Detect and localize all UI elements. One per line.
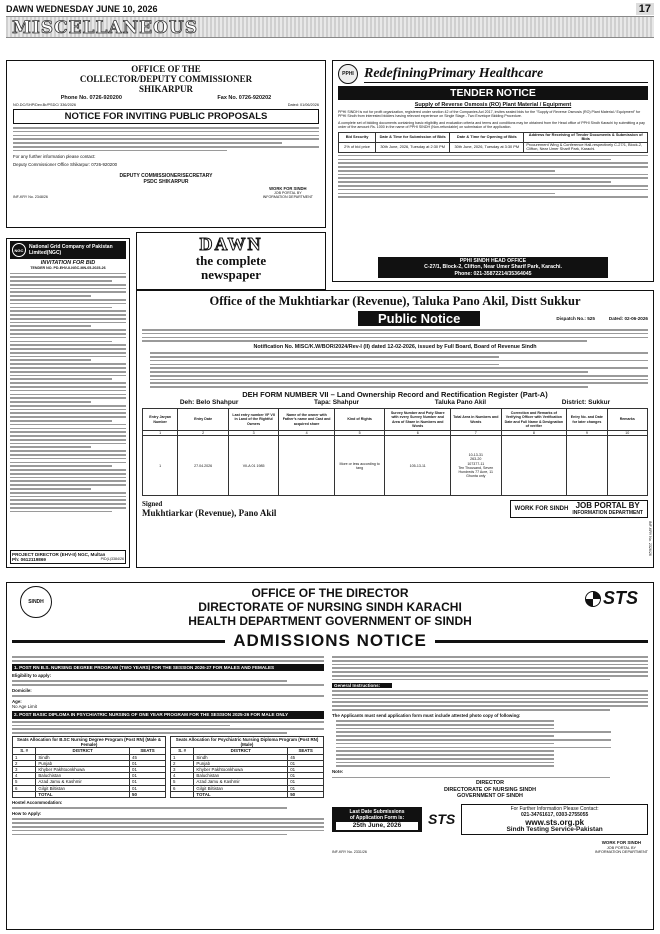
ad6-t3: HEALTH DEPARTMENT GOVERNMENT OF SINDH xyxy=(188,614,472,628)
ad6-col: S. # xyxy=(171,748,194,754)
ad6-t2: DIRECTORATE OF NURSING SINDH KARACHI xyxy=(198,600,462,614)
ad6-seats-table-2 xyxy=(170,736,324,798)
ad5-num: 5 xyxy=(334,431,385,436)
ad6-further1: For Further Information Please Contact: xyxy=(510,805,599,812)
ad1-notice: NOTICE FOR INVITING PUBLIC PROPOSALS xyxy=(64,111,268,122)
ad6-cell: 01 xyxy=(130,773,166,779)
ad5-cell xyxy=(501,436,567,496)
ad5-num: 6 xyxy=(385,431,451,436)
ad5-intro xyxy=(142,329,648,342)
ad5-num: 7 xyxy=(451,431,502,436)
ad6-cell: 01 xyxy=(130,779,166,785)
ad6-col: S. # xyxy=(13,748,36,754)
ad6-cell: TOTAL xyxy=(194,791,288,797)
ad5-form: DEH FORM NUMBER VII – Land Ownership Record and Rectification Register (Part-A) xyxy=(242,390,548,400)
ad3-contact1: PROJECT DIRECTOR (EHV-II) NGC, Multan xyxy=(12,552,106,557)
ad5-cell: 1 xyxy=(143,436,178,496)
ad3-title2: Limited(NGC) xyxy=(29,250,62,256)
ad5-th: Entry No. and Date for later changes xyxy=(567,409,607,431)
ad6-further4: Sindh Testing Service-Pakistan xyxy=(506,825,603,833)
ad1-body xyxy=(13,127,319,151)
ad6-cell: Azad Jamu & Kashmir xyxy=(194,779,288,785)
ad6-cell: 01 xyxy=(288,773,324,779)
ad5-notice: Public Notice xyxy=(378,311,461,326)
ad6-howto: How to Apply: xyxy=(12,811,42,817)
ad6-sts: STS xyxy=(602,588,638,608)
ad6-dir1: DIRECTOR xyxy=(475,780,505,787)
sindh-govt-logo-icon: SINDH xyxy=(20,586,52,618)
ad6-right-col xyxy=(332,654,648,854)
ad5-signed: Signed xyxy=(142,500,163,509)
ad3-title3: INVITATION FOR BID xyxy=(40,260,96,266)
ad6-further2: 021-34761617, 0303-2755055 xyxy=(520,811,589,818)
ad6-cell: 50 xyxy=(130,791,166,797)
ad6-cell: 01 xyxy=(130,767,166,773)
ad5-jp2: INFORMATION DEPARTMENT xyxy=(572,510,643,517)
ad6-dir3: GOVERNMENT OF SINDH xyxy=(457,793,523,800)
ad2-notice-bar xyxy=(338,86,648,100)
ad6-col: SEATS xyxy=(288,748,324,754)
ad5-num: 1 xyxy=(143,431,178,436)
ad6-elig: Eligibility to apply: xyxy=(12,673,52,679)
ad2-table xyxy=(338,132,648,153)
ad6-further3: www.sts.org.pk xyxy=(525,817,585,827)
ad1-jp2: INFORMATION DEPARTMENT xyxy=(262,195,313,200)
ad5-cell xyxy=(279,436,335,496)
pphi-logo-icon: PPHI xyxy=(338,64,358,84)
ad1-dated: Dated: 01/06/2026 xyxy=(287,103,319,107)
ad6-cell: 5 xyxy=(171,779,194,785)
ad6-cell: 1 xyxy=(171,754,194,760)
ad6-cell: 45 xyxy=(288,754,324,760)
ad6-cell: 45 xyxy=(130,754,166,760)
section-banner xyxy=(6,16,654,38)
ad5-taluka: Taluka Pano Akil xyxy=(434,399,487,407)
ad2-foot1: PPHI SINDH HEAD OFFICE xyxy=(459,257,527,264)
ad1-info: For any further information please contact: xyxy=(13,154,96,160)
ad2-brand: RedefiningPrimary Healthcare xyxy=(364,66,648,83)
ad6-cell: 1 xyxy=(13,754,36,760)
sts-small-logo-icon: STS xyxy=(428,811,456,828)
ad5-th: Entry Jaryan Number xyxy=(143,409,178,431)
ad6-cell: Sindh xyxy=(36,754,130,760)
ad6-age: Age: xyxy=(12,699,22,704)
ad4-t1: the complete xyxy=(195,253,267,268)
ad6-jp1: JOB PORTAL BY xyxy=(606,845,637,850)
ad6-cell: 01 xyxy=(130,760,166,766)
ad5-points xyxy=(142,352,648,388)
ad6-seats-table-1 xyxy=(12,736,166,798)
ad6-lastdate1: Last Date Submissions xyxy=(349,808,405,815)
ad6-cell: Punjab xyxy=(36,760,130,766)
ad2-foot3: Phone: 021-35872214/35364045 xyxy=(454,270,532,277)
ad5-th: Entry Date xyxy=(178,409,229,431)
ad2-td: 30th June, 2026, Tuesday at 3:30 PM xyxy=(450,142,524,152)
ad1-phone: Phone No. 0726-920200 xyxy=(60,95,122,101)
ad6-cell: Sindh xyxy=(194,754,288,760)
ad6-cell xyxy=(13,791,36,797)
ad2-notice: TENDER NOTICE xyxy=(450,87,536,99)
ad3-contact2: Ph: 0612119869 xyxy=(12,557,46,562)
ad1-title1: OFFICE OF THE xyxy=(131,64,201,74)
page-number: 17 xyxy=(636,3,654,15)
ad2-th: Address for Receiving of Tender Documents & Submission of Bids xyxy=(524,132,648,142)
ad6-cell: 6 xyxy=(13,785,36,791)
ad5-cell: 10-13-31 263-20 107377-11 Ten Thousand, Seven Hundreds 77 Acre, 11 Ghunta only xyxy=(451,436,502,496)
ad2-foot2: C-27/1, Block-2, Clifton, Near Umer Sharif Park, Karachi. xyxy=(424,264,562,271)
ad5-notif: Notification No. MISC/K.W/BOR/2024/Rev-I (II) dated 12-02-2026, issued by Full Board, Board of Revenue Sindh xyxy=(253,344,537,351)
ad4-brand: DAWN xyxy=(199,234,263,254)
ad1-fax: Fax No. 0726-920202 xyxy=(217,95,272,101)
ad6-lastdate2: of Application Form is: xyxy=(349,814,405,821)
ad6-t1title: Seats Allocation for B.SC Nursing Degree Program (Post RN) (Male & Female) xyxy=(13,737,166,748)
ad-nursing-admissions xyxy=(6,582,654,930)
ad2-intro2: A complete set of bidding documents containing basic eligibility and evaluation criteria and terms and conditions may be obtained from the Head office of PPHI Sindh Karachi by submitting a pay order of the amount Rs. 1000 in the name of PPHI SINDH (Non-refundable) on submission of the application. xyxy=(338,120,645,130)
ad6-lastdate3: 25th June, 2026 xyxy=(336,822,418,830)
ad5-notice-bar xyxy=(358,311,480,326)
ad6-cell: 4 xyxy=(171,773,194,779)
ad6-cell: 01 xyxy=(130,785,166,791)
ad5-num: 4 xyxy=(279,431,335,436)
ad5-sign: Mukhtiarkar (Revenue), Pano Akil xyxy=(142,508,277,519)
ad1-contact: Deputy Commissioner Office Shikarpur: 0726-920200 xyxy=(13,161,118,167)
ad2-th: Date & Time for Opening of Bids xyxy=(450,132,524,142)
ad5-title: Office of the Mukhtiarkar (Revenue), Taluka Pano Akil, Distt Sukkur xyxy=(209,294,581,308)
ad4-t2: newspaper xyxy=(201,267,261,282)
ad5-deh: Deh: Belo Shahpur xyxy=(179,399,239,407)
ad1-ref: NO.DC/SHP/Dev.Br/PSDC/ 336/2026 xyxy=(13,103,77,107)
ad6-cell: 4 xyxy=(13,773,36,779)
ad6-cell: 3 xyxy=(13,767,36,773)
ad1-sign1: DEPUTY COMMISSIONER/SECRETARY xyxy=(119,172,213,179)
masthead-date: DAWN WEDNESDAY JUNE 10, 2026 xyxy=(6,4,158,14)
ad3-body xyxy=(10,273,126,513)
ad-dc-shikarpur xyxy=(6,60,326,228)
ad6-jp2: INFORMATION DEPARTMENT xyxy=(594,849,648,854)
masthead xyxy=(6,4,654,14)
ad-mukhtiarkar xyxy=(136,290,654,568)
ad2-th: Bid Security xyxy=(339,132,376,142)
ad6-cell: Khyber Pakhtoonkhuwa xyxy=(194,767,288,773)
ad3-tender: TENDER NO. PD-EHV-II-NGC-MN-05-2025-26 xyxy=(30,266,106,270)
ad6-t1: OFFICE OF THE DIRECTOR xyxy=(251,586,409,600)
ad6-cell: Baluchistan xyxy=(36,773,130,779)
ad6-cell: 3 xyxy=(171,767,194,773)
ad-dawn-promo xyxy=(136,232,326,290)
ad6-cell: Punjab xyxy=(194,760,288,766)
ad1-title3: SHIKARPUR xyxy=(138,84,193,94)
ad5-dispatch: Dispatch No.: 525 xyxy=(556,316,595,321)
ad6-cell: Gilgit Biltistan xyxy=(36,785,130,791)
ad6-dir2: DIRECTORATE OF NURSING SINDH xyxy=(443,786,537,793)
ad5-district: District: Sukkur xyxy=(561,399,611,407)
ad6-agev: No Age Limit xyxy=(12,704,37,710)
ad5-th: Total Area in Numbers and Words xyxy=(451,409,502,431)
ad5-num: 3 xyxy=(228,431,279,436)
ad2-footer xyxy=(378,257,608,278)
ad6-note: Note: xyxy=(332,769,344,775)
ad2-terms xyxy=(338,155,648,198)
ad6-further-box xyxy=(461,804,648,836)
ad5-num: 8 xyxy=(501,431,567,436)
ad6-cell: 5 xyxy=(13,779,36,785)
ad1-inf: INF-KRY No. 2348/26 xyxy=(13,194,48,199)
ad6-notice: ADMISSIONS NOTICE xyxy=(233,631,427,650)
ad5-th: Survey Number and Poty Share with every Survey Number and Area of Share in Numbers and Words xyxy=(385,409,451,431)
ad5-cell: VII-A 01 1985 xyxy=(228,436,279,496)
ad5-num: 2 xyxy=(178,431,229,436)
ad6-cell: 01 xyxy=(288,760,324,766)
ad6-prog2: 2. POST BASIC DIPLOMA IN PSYCHIATRIC NURSING OF ONE YEAR PROGRAM FOR THE SESSION 2025-26 FOR MALE ONLY xyxy=(12,711,324,718)
ad5-th: Remarks xyxy=(607,409,647,431)
ad3-title1: National Grid Company of Pakistan xyxy=(29,244,113,250)
ad6-general: General Instructions: xyxy=(332,683,392,688)
ad6-cell: Baluchistan xyxy=(194,773,288,779)
ad3-footer xyxy=(10,550,126,564)
ad-ngc-bid xyxy=(6,238,130,568)
ad6-domicile: Domicile: xyxy=(12,687,32,693)
ad1-wfs: WORK FOR SINDH xyxy=(269,185,307,191)
ad5-th: Name of the owner with Father's name and Cast and acquired share xyxy=(279,409,335,431)
ad5-inf: INF-KRY No. 2326/26 xyxy=(648,521,652,556)
section-title: MISCELLANEOUS xyxy=(12,18,199,38)
ad5-num: 10 xyxy=(607,431,647,436)
ad6-cell: TOTAL xyxy=(36,791,130,797)
ad5-cell xyxy=(607,436,647,496)
ad5-cell: 105-13-11 xyxy=(385,436,451,496)
ad5-wfs: WORK FOR SINDH xyxy=(514,506,569,513)
ad6-cell: Khyber Pakhtoonkhuwa xyxy=(36,767,130,773)
ad6-cell xyxy=(171,791,194,797)
ad2-td: 2% of bid price xyxy=(339,142,376,152)
ad2-intro: PPHI SINDH is not for profit organization, registered under section 42 of the Companies Act 2017, invites sealed bids for the "Supply of Reverse Osmosis (RO) Plant Material / Equipment" for PPHI Sindh from interested bidders having relevant experience on Single Stage - Two Envelope Bidding Procedure. xyxy=(338,110,641,119)
ad5-cell: 27.04.2026 xyxy=(178,436,229,496)
ad6-col: DISTRICT xyxy=(194,748,288,754)
ad5-th: Correction and Remarks of Verifying Officer with Verification Date and Full Name & Designation of verifier xyxy=(501,409,567,431)
ad6-left-col xyxy=(12,654,324,854)
ad6-cell: 2 xyxy=(13,760,36,766)
ad6-inf: INF-KRY No. 2331/26 xyxy=(332,849,367,854)
ad6-docs: The Applicants must send application form must include attested photo copy of following: xyxy=(332,712,521,718)
ad6-wfs: WORK FOR SINDH xyxy=(601,840,642,846)
ad-pphi-tender xyxy=(332,60,654,282)
ad6-cell: 2 xyxy=(171,760,194,766)
ad5-th: Kind of Rights xyxy=(334,409,385,431)
ad5-num: 9 xyxy=(567,431,607,436)
ad1-sign2: PSDC SHIKARPUR xyxy=(143,178,189,185)
ad6-cell: Gilgit Biltistan xyxy=(194,785,288,791)
ad6-col: DISTRICT xyxy=(36,748,130,754)
ad6-t2title: Seats Allocation for Psychiatric Nursing Diploma Program (Post RN) (Male) xyxy=(171,737,324,748)
ad3-pid: PID(L)3384/26 xyxy=(100,557,124,561)
ad5-th: Last entry number VF VII in Land of the Rightful Owners xyxy=(228,409,279,431)
ad1-title2: COLLECTOR/DEPUTY COMMISSIONER xyxy=(79,74,253,84)
ad5-dated: Dated: 02-06-2026 xyxy=(608,316,648,321)
ad6-cell: Azad Jamu & Kashmir xyxy=(36,779,130,785)
ad6-prog1: 1. POST RN B.S. NURSING DEGREE PROGRAM (TWO YEARS) FOR THE SESSION 2026-27 FOR MALES AND FEMALES xyxy=(12,664,324,671)
ad6-cell: 01 xyxy=(288,767,324,773)
ad2-td: Procurement Wing & Conference Hall-respectively C-27/1, Block-2, Clifton, Near Umer Sharif Park, Karachi. xyxy=(524,142,648,152)
ad5-cell xyxy=(567,436,607,496)
ad6-lastdate-box xyxy=(332,807,422,832)
ad2-td: 30th June, 2026, Tuesday at 2:30 PM xyxy=(376,142,450,152)
ngc-logo-icon: NGC xyxy=(12,243,26,257)
ad6-cell: 6 xyxy=(171,785,194,791)
ad5-table xyxy=(142,408,648,496)
ad1-jp1: JOB PORTAL BY xyxy=(273,190,302,195)
ad2-sub: Supply of Reverse Osmosis (RO) Plant Material / Equipment xyxy=(414,102,572,108)
ad1-notice-bar xyxy=(13,109,319,124)
ad2-th: Date & Time for Submission of Bids xyxy=(376,132,450,142)
ad6-hostel: Hostel Accommodation: xyxy=(12,800,63,806)
ad6-cell: 01 xyxy=(288,785,324,791)
ad5-tapa: Tapa: Shahpur xyxy=(314,399,360,407)
ad6-cell: 50 xyxy=(288,791,324,797)
ad6-col: SEATS xyxy=(130,748,166,754)
sts-logo-icon xyxy=(585,588,638,609)
ad6-cell: 01 xyxy=(288,779,324,785)
ad5-jp1: JOB PORTAL BY xyxy=(575,501,640,511)
ad5-cell: More or less according to tang xyxy=(334,436,385,496)
